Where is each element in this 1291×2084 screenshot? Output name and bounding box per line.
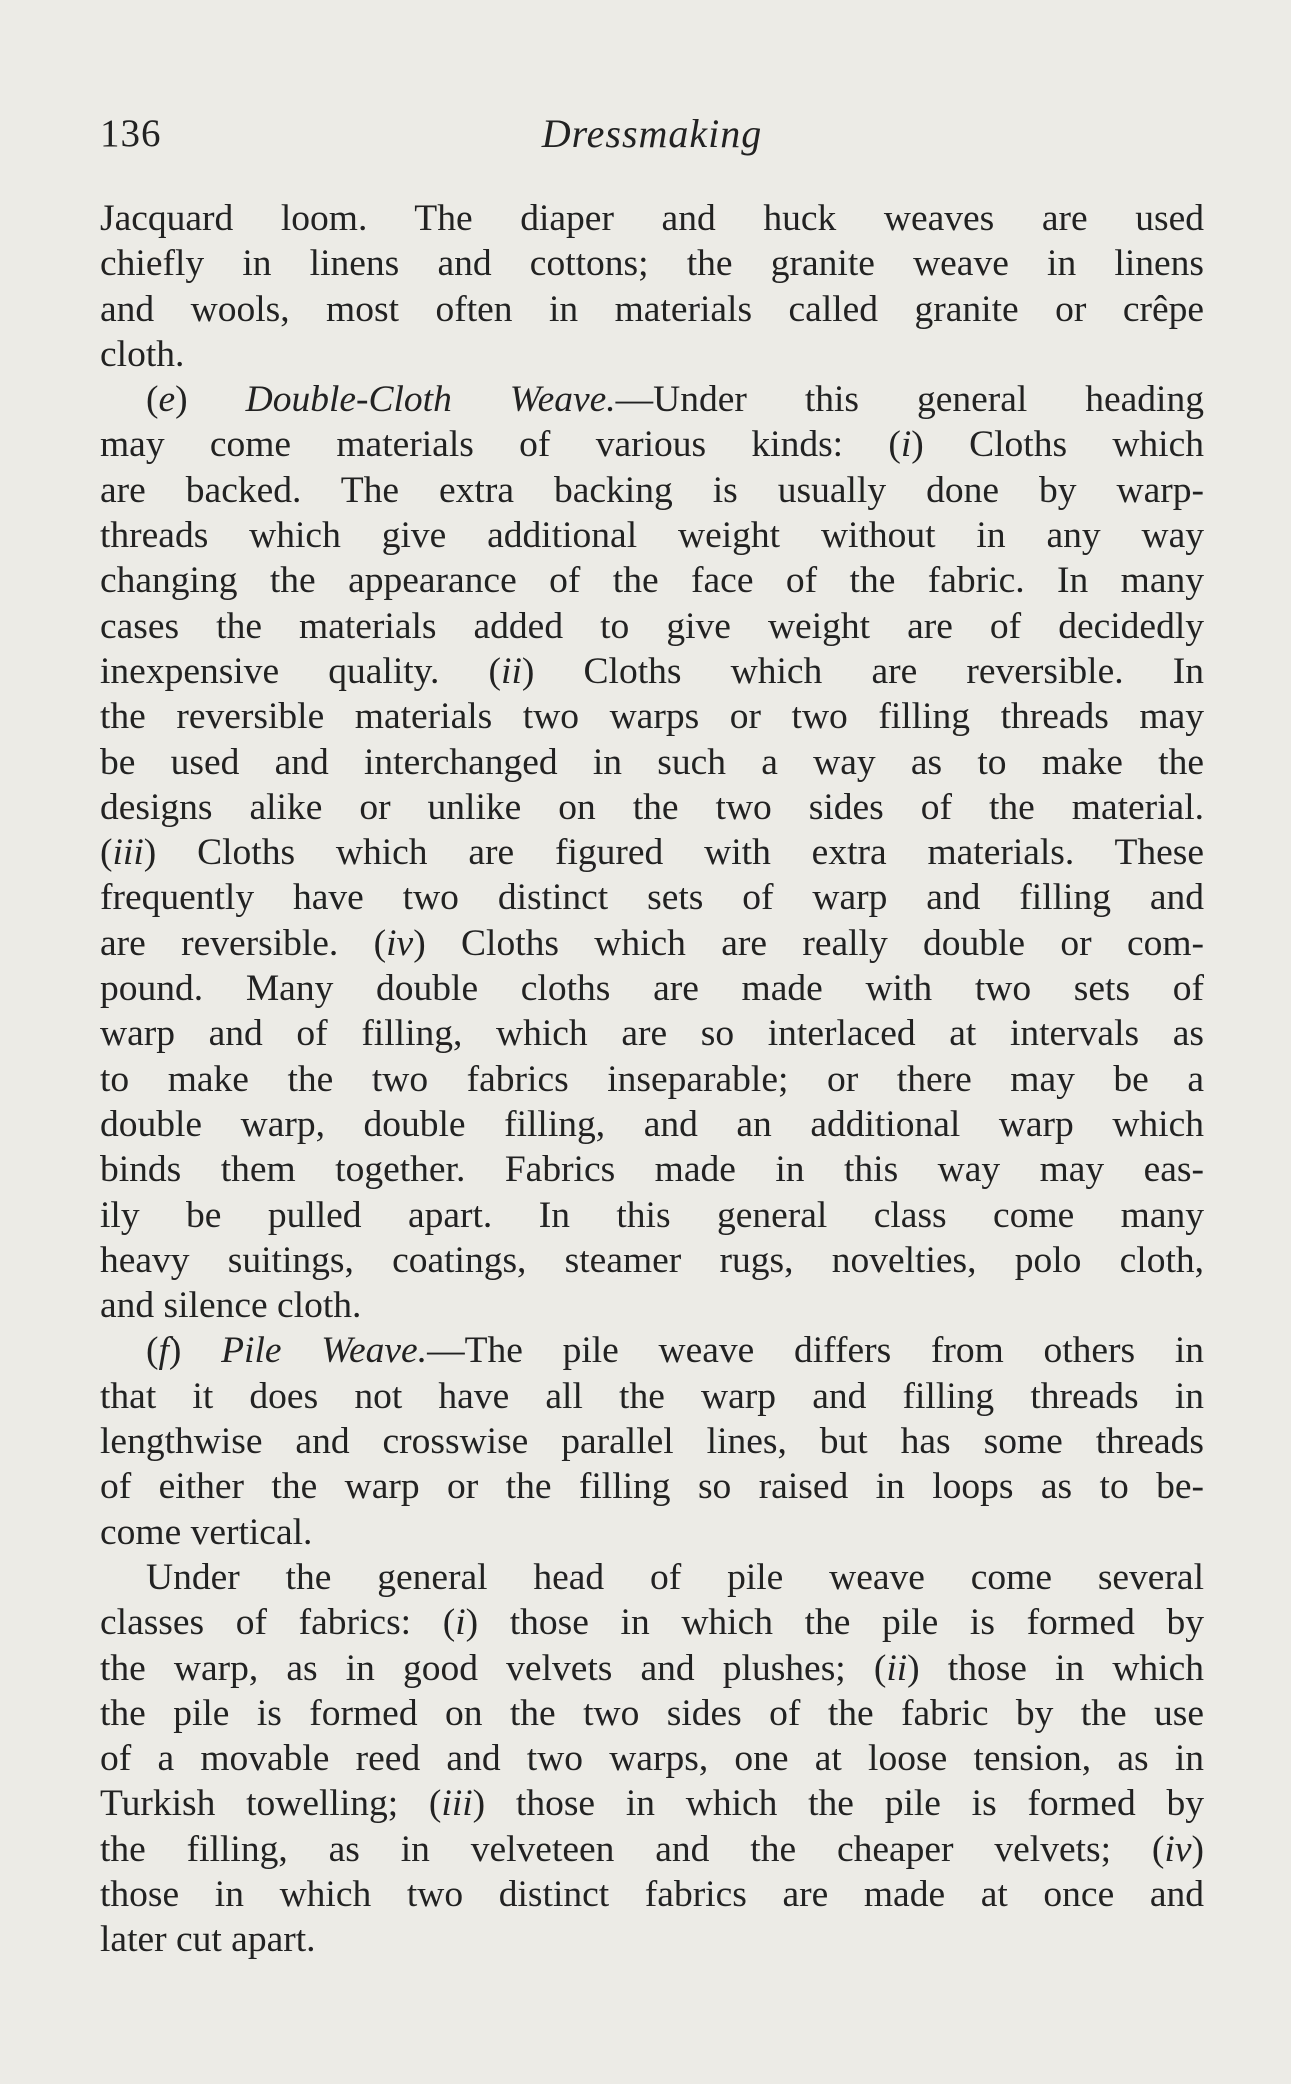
text-line: cloth. [100, 333, 185, 375]
italic-segment: Pile Weave. [221, 1330, 428, 1372]
text-line [100, 1827, 1204, 1872]
text-segment: ( [146, 379, 159, 421]
text-line: to make the two fabrics inseparable; or there may be a [100, 1058, 1204, 1100]
text-line: heavy suitings, coatings, steamer rugs, novelties, polo cloth, [100, 1239, 1204, 1281]
text-line: are backed. The extra backing is usually done by warp- [100, 469, 1204, 511]
text-line: Under the general head of pile weave come several [146, 1556, 1204, 1598]
text-line: those in which two distinct fabrics are made at once and [100, 1873, 1204, 1915]
text-line: binds them together. Fabrics made in this way may eas- [100, 1149, 1204, 1191]
italic-segment: e [158, 379, 176, 421]
text-line: later cut apart. [100, 1919, 316, 1961]
text-line: Jacquard loom. The diaper and huck weaves are used [100, 198, 1204, 239]
text-line [100, 649, 1204, 694]
text-segment: ) [1191, 1828, 1204, 1870]
text-line [100, 1600, 1204, 1645]
text-segment: —Under this general heading [615, 379, 1204, 421]
text-line: ily be pulled apart. In this general class come many [100, 1194, 1204, 1236]
text-line: of either the warp or the filling so raised in loops as to be- [100, 1466, 1204, 1508]
italic-segment: i [900, 424, 912, 466]
page-number: 136 [100, 112, 162, 155]
text-segment: are reversible. ( [100, 922, 387, 964]
text-line: designs alike or unlike on the two sides of the material. [100, 786, 1204, 828]
text-line: the reversible materials two warps or two filling threads may [100, 696, 1204, 738]
text-line [100, 1646, 1204, 1691]
text-line: frequently have two distinct sets of warp and filling and [100, 877, 1204, 919]
text-line: warp and of filling, which are so interlaced at intervals as [100, 1013, 1204, 1055]
italic-segment: ii [501, 650, 522, 692]
page-header [100, 104, 1204, 164]
text-segment: may come materials of various kinds: ( [100, 424, 901, 466]
text-segment: ( [146, 1330, 159, 1372]
text-line: lengthwise and crosswise parallel lines, but has some threads [100, 1421, 1204, 1463]
italic-segment: iii [441, 1783, 473, 1825]
text-segment: classes of fabrics: ( [100, 1602, 456, 1644]
text-segment: inexpensive quality. ( [100, 650, 502, 692]
text-segment: ) Cloths which are reversible. In [521, 650, 1204, 692]
text-line: pound. Many double cloths are made with two sets of [100, 968, 1204, 1010]
text-line [100, 422, 1204, 467]
text-segment: ) Cloths which are figured with extra materials. These [143, 832, 1204, 874]
italic-segment: iii [112, 832, 144, 874]
text-line: double warp, double filling, and an additional warp which [100, 1103, 1204, 1145]
italic-segment: iv [1164, 1828, 1192, 1870]
text-line [100, 921, 1204, 966]
italic-segment: iv [386, 922, 414, 964]
italic-segment: f [158, 1330, 169, 1372]
body-text [100, 196, 1204, 1963]
text-segment: the warp, as in good velvets and plushes; ( [100, 1647, 887, 1689]
text-segment: ) those in which the pile is formed by [472, 1783, 1204, 1825]
text-line: of a movable reed and two warps, one at loose tension, as in [100, 1738, 1204, 1780]
text-line: the pile is formed on the two sides of the fabric by the use [100, 1692, 1204, 1734]
italic-segment: Double-Cloth Weave. [245, 379, 616, 421]
text-line [100, 1781, 1204, 1826]
text-line: come vertical. [100, 1511, 313, 1553]
text-segment: Turkish towelling; ( [100, 1783, 442, 1825]
text-line: and wools, most often in materials called granite or crêpe [100, 288, 1204, 330]
text-line: chiefly in linens and cottons; the granite weave in linens [100, 243, 1204, 285]
text-segment: ) [175, 379, 246, 421]
text-line [100, 377, 1204, 422]
italic-segment: i [455, 1602, 466, 1644]
text-segment: ) Cloths which [911, 424, 1204, 466]
text-line: changing the appearance of the face of the fabric. In many [100, 560, 1204, 602]
text-segment: ) those in which the pile is formed by [465, 1602, 1204, 1644]
text-segment: ) Cloths which are really double or com- [413, 922, 1204, 964]
italic-segment: ii [886, 1647, 908, 1689]
text-line [100, 1328, 1204, 1373]
text-segment: the filling, as in velveteen and the cheaper velvets; ( [100, 1828, 1165, 1870]
text-segment: ) those in which [907, 1647, 1204, 1689]
text-line: that it does not have all the warp and filling threads in [100, 1375, 1204, 1417]
text-segment: ( [100, 832, 113, 874]
text-segment: ) [168, 1330, 222, 1372]
text-line: be used and interchanged in such a way as to make the [100, 741, 1204, 783]
text-line: and silence cloth. [100, 1285, 362, 1327]
text-line [100, 830, 1204, 875]
running-title: Dressmaking [541, 111, 763, 156]
text-line: cases the materials added to give weight are of decidedly [100, 605, 1204, 647]
text-segment: —The pile weave differs from others in [427, 1330, 1204, 1372]
text-line: threads which give additional weight without in any way [100, 515, 1204, 557]
